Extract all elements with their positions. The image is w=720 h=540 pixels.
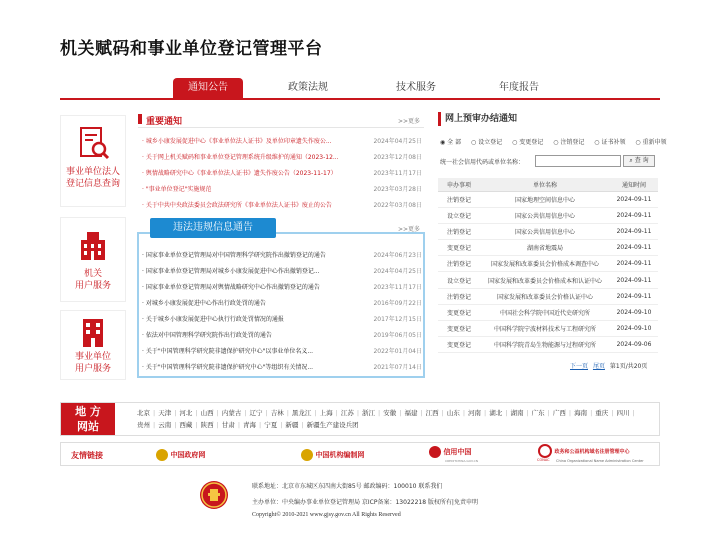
region-separator: | [335,409,338,417]
violation-row[interactable] [142,330,422,340]
notices-title: 重要通知 [146,117,183,127]
notice-date: 2023年12月08日 [373,154,422,161]
radio-cancel-label: 注销登记 [560,139,585,146]
national-emblem-icon [156,449,168,461]
side-card-query-label-1: 事业单位法人 [65,167,120,177]
cell-date: 2024-09-11 [610,240,658,256]
region-link[interactable]: 宁夏 [264,421,278,429]
region-link[interactable]: 广东 [531,409,545,417]
table-row[interactable] [438,256,658,272]
cell-unit[interactable]: 中国社会科学院中国近代史研究所 [480,304,610,320]
local-sites-title-line1: 地 方 [75,405,101,418]
search-icon: ⌕ [629,157,633,164]
table-row[interactable] [438,240,658,256]
local-sites-bar [60,402,660,436]
link-credit-china-label: 信用中国 [443,448,472,456]
region-separator: | [280,421,283,429]
radio-establish-label: 设立登记 [478,139,503,146]
column-header: 通知时间 [610,178,658,191]
cell-date: 2024-09-11 [610,207,658,223]
region-link[interactable]: 湖北 [489,409,503,417]
notice-date: 2023年11月17日 [373,170,422,177]
link-conac-sub: China Organizational Name Administration Center [556,459,644,463]
conac-label: CONAC [537,458,550,462]
notice-date: 2022年03月08日 [373,202,422,209]
conac-logo-icon [538,444,552,458]
region-separator: | [590,409,593,417]
region-separator: | [378,409,381,417]
region-link[interactable]: 山西 [200,409,214,417]
region-link[interactable]: 贵州 [137,421,150,429]
notice-row[interactable] [142,168,422,178]
region-separator: | [286,409,289,417]
region-separator: | [259,421,262,429]
region-link[interactable]: 山东 [446,409,460,417]
tab-annual-report[interactable]: 年度报告 [499,82,539,93]
side-card-query-label-2: 登记信息查询 [65,179,120,189]
violation-date: 2017年12月15日 [373,316,422,323]
last-page-link[interactable]: 尾页 [592,363,605,370]
violation-title[interactable]: · 关于"中国管理科学研究院非遗保护研究中心"等组织有关情况... [142,364,314,371]
site-title: 机关赋码和事业单位登记管理平台 [60,39,323,59]
violation-row[interactable] [142,298,422,308]
table-row[interactable] [438,337,658,353]
cell-unit[interactable]: 国家发展和改革委员会价格成本和认证中心 [480,272,610,288]
region-link[interactable]: 重庆 [595,409,609,417]
table-row[interactable] [438,207,658,223]
link-gov-cn[interactable] [156,448,205,462]
cell-date: 2024-09-11 [610,223,658,239]
footer-sponsor: 主办单位：中央编办事业单位登记管理局 京ICP备案：13022218 版权所有|免责申明 [252,499,478,506]
table-row[interactable] [438,272,658,288]
region-separator: | [195,409,198,417]
notices-more-link[interactable]: >>更多 [398,118,421,125]
radio-reapply[interactable]: ○ 重新申领 [635,139,667,146]
friend-links-title: 友情链接 [71,451,103,460]
notice-date: 2024年04月25日 [373,138,422,145]
violation-date: 2023年11月17日 [373,284,422,291]
link-conac-label: 政务和公益机构域名注册管理中心 [554,449,630,455]
link-gov-cn-label: 中国政府网 [170,451,206,459]
cell-date: 2024-09-11 [610,288,658,304]
violation-title[interactable]: · 国家事业单位登记管理局对舆情战略研究中心作出撤销登记的通告 [142,284,320,291]
region-link[interactable]: 江苏 [340,409,354,417]
region-link[interactable]: 吉林 [270,409,284,417]
region-separator: | [314,409,317,417]
side-card-query[interactable] [60,115,126,207]
violations-more-link[interactable]: >>更多 [398,226,421,233]
tab-tech-service[interactable]: 技术服务 [396,82,436,93]
region-link[interactable]: 新疆 [285,421,299,429]
region-separator: | [399,409,402,417]
region-separator: | [632,409,635,417]
page-status: 第1页/共20页 [609,363,648,370]
side-card-institution[interactable] [60,310,126,380]
violation-title[interactable]: · 国家事业单位登记管理局对城乡小康发展促进中心作出撤销登记... [142,268,320,275]
region-separator: | [237,421,241,429]
notice-title[interactable]: · "事业单位登记"实施规范 [142,186,212,193]
region-link[interactable]: 天津 [158,409,172,417]
radio-all[interactable]: ◉ 全 部 [440,139,462,146]
cell-unit[interactable]: 国家发展和改革委员会价格认证中心 [480,288,610,304]
violation-date: 2019年06月05日 [373,332,422,339]
radio-change-label: 变更登记 [519,139,544,146]
cell-type: 注销登记 [438,288,480,304]
cell-unit[interactable]: 国家公共信用信息中心 [480,223,610,239]
table-row[interactable] [438,321,658,337]
notice-row[interactable] [142,184,422,194]
violation-title[interactable]: · 关于城乡小康发展促进中心执行行政处罚情况的通报 [142,316,284,323]
cell-date: 2024-09-06 [610,337,658,353]
violation-row[interactable] [142,362,422,372]
link-credit-china-sub: CREDITCHINA.GOV.CN [445,459,478,463]
region-separator: | [153,421,156,429]
region-separator: | [244,409,247,417]
region-separator: | [356,409,360,417]
notices-marker [138,114,142,124]
violation-title[interactable]: · 国家事业单位登记管理局对中国管理科学研究院作出撤销登记的通告 [142,252,326,259]
search-button[interactable] [623,155,655,167]
notice-row[interactable] [142,152,422,162]
site-emblem-icon [200,481,228,509]
cell-type: 注销登记 [438,256,480,272]
national-emblem-icon [301,449,313,461]
friend-links-bar [60,442,660,466]
cell-type: 变更登记 [438,304,480,320]
region-separator: | [441,409,444,417]
table-row[interactable] [438,304,658,320]
cell-type: 变更登记 [438,240,480,256]
cell-unit[interactable]: 中国科学院宁波材料技术与工程研究所 [480,321,610,337]
column-header: 申办事项 [438,178,480,191]
region-link[interactable]: 湖南 [510,409,524,417]
notice-date: 2023年03月28日 [373,186,422,193]
notice-row[interactable] [142,200,422,210]
region-link[interactable]: 新疆生产建设兵团 [306,421,359,429]
region-separator: | [216,421,219,429]
cell-unit[interactable]: 国家公共信用信息中心 [480,207,610,223]
side-card-organ-label-1: 机关 [83,269,102,279]
violation-title[interactable]: · 依法对中国管理科学研究院作出行政处罚的通告 [142,332,272,339]
violation-date: 2016年09月22日 [373,300,422,307]
side-card-organ-label-2: 用户服务 [74,281,111,291]
region-link[interactable]: 云南 [158,421,172,429]
violation-row[interactable] [142,346,422,356]
link-org-staffing-label: 中国机构编制网 [315,451,365,459]
notices-divider [138,127,424,128]
search-button-label: 查 询 [634,157,649,164]
footer-copyright: Copyright© 2010-2021 www.gjsy.gov.cn All Rights Reserved [252,512,401,518]
region-link[interactable]: 内蒙古 [221,409,242,417]
cell-date: 2024-09-11 [610,191,658,207]
violation-row[interactable] [142,314,422,324]
cell-date: 2024-09-10 [610,304,658,320]
region-link[interactable]: 辽宁 [249,409,263,417]
violations-title: 违法违规信息通告 [150,218,276,238]
local-sites-title [61,403,115,435]
violation-date: 2021年07月14日 [373,364,422,371]
pagination [570,361,647,370]
cell-type: 设立登记 [438,272,480,288]
region-link[interactable]: 甘肃 [221,421,235,429]
region-link[interactable]: 安徽 [383,409,397,417]
cell-type: 变更登记 [438,337,480,353]
document-search-icon [73,124,113,164]
violation-date: 2024年04月25日 [373,268,422,275]
cell-unit[interactable]: 国家发展和改革委员会价格成本调查中心 [480,256,610,272]
institution-building-icon [73,315,113,349]
region-link[interactable]: 浙江 [362,409,376,417]
cell-type: 设立登记 [438,207,480,223]
credit-china-logo-icon [429,446,441,458]
region-link[interactable]: 四川 [616,409,630,417]
region-separator: | [174,409,177,417]
violation-date: 2022年01月04日 [373,348,422,355]
region-list [137,407,652,431]
region-separator: | [216,409,219,417]
radio-establish[interactable]: ○ 设立登记 [471,139,503,146]
cell-unit[interactable]: 中国科学院青岛生物能源与过程研究所 [480,337,610,353]
radio-change[interactable]: ○ 变更登记 [512,139,544,146]
region-separator: | [174,421,177,429]
region-link[interactable]: 陕西 [200,421,214,429]
footer-address: 联系地址：北京市东城区东四南大街85号 邮政编码：100010 联系我们 [252,483,443,490]
notice-title[interactable]: · 关于中共中央政法委员会政法研究所《事业单位法人证书》废止的公告 [142,202,332,209]
radio-all-label: 全 部 [447,139,462,146]
region-link[interactable]: 广西 [552,409,566,417]
violation-title[interactable]: · 对城乡小康发展促进中心作出行政处罚的通告 [142,300,266,307]
region-link[interactable]: 西藏 [179,421,193,429]
side-card-organ[interactable] [60,217,126,302]
column-header: 单位名称 [480,178,610,191]
radio-cancel[interactable]: ○ 注销登记 [553,139,585,146]
cell-unit[interactable]: 湖南省地震局 [480,240,610,256]
next-page-link[interactable]: 下一页 [570,363,589,370]
region-link[interactable]: 江西 [425,409,439,417]
region-separator: | [153,409,156,417]
search-input[interactable] [535,155,621,167]
cell-type: 变更登记 [438,321,480,337]
link-credit-china[interactable] [429,445,478,463]
region-separator: | [420,409,423,417]
cell-date: 2024-09-11 [610,256,658,272]
radio-reissue-label: 证书补领 [601,139,626,146]
side-card-institution-label-1: 事业单位 [74,352,111,362]
region-link[interactable]: 河南 [468,409,482,417]
region-separator: | [195,421,198,429]
region-link[interactable]: 北京 [137,409,150,417]
region-separator: | [505,409,508,417]
region-separator: | [462,409,466,417]
local-sites-title-line2: 网站 [77,420,99,433]
radio-reissue[interactable]: ○ 证书补领 [594,139,626,146]
registration-table [438,178,658,353]
notice-title[interactable]: · 关于网上机关赋码和事业单位登记管理系统升级维护的通知（2023-12... [142,154,339,161]
notice-title[interactable]: · 城乡小康发展促进中心《事业单位法人证书》及单位印章遗失作废公... [142,138,332,145]
violation-date: 2024年06月23日 [373,252,422,259]
main-nav [60,78,660,100]
cell-unit[interactable]: 国家地理空间信息中心 [480,191,610,207]
region-link[interactable]: 上海 [319,409,333,417]
region-link[interactable]: 海南 [574,409,588,417]
violation-row[interactable] [142,266,422,276]
cell-type: 注销登记 [438,223,480,239]
region-separator: | [568,409,572,417]
region-separator: | [611,409,614,417]
region-link[interactable]: 福建 [404,409,418,417]
cell-date: 2024-09-11 [610,272,658,288]
registration-type-radios [440,137,667,147]
online-notice-title: 网上预审办结通知 [438,112,658,126]
region-link[interactable]: 青海 [243,421,257,429]
violation-title[interactable]: · 关于"中国管理科学研究院非遗保护研究中心"以事业单位名义... [142,348,314,355]
table-row[interactable] [438,288,658,304]
table-row[interactable] [438,191,658,207]
tab-notices[interactable]: 通知公告 [173,78,243,98]
radio-reapply-label: 重新申领 [642,139,667,146]
government-building-icon [73,226,113,266]
region-link[interactable]: 黑龙江 [291,409,312,417]
notice-title[interactable]: · 舆情战略研究中心《事业单位法人证书》遗失作废公告（2023-11-17） [142,170,337,177]
cell-date: 2024-09-10 [610,321,658,337]
table-row[interactable] [438,223,658,239]
notice-row[interactable] [142,136,422,146]
region-link[interactable]: 河北 [179,409,193,417]
search-label: 统一社会信用代码或单位名称： [440,159,525,166]
region-separator: | [547,409,550,417]
tab-policies[interactable]: 政策法规 [288,82,328,93]
cell-type: 注销登记 [438,191,480,207]
violation-row[interactable] [142,282,422,292]
violation-row[interactable] [142,250,422,260]
side-card-institution-label-2: 用户服务 [74,364,111,374]
region-separator: | [265,409,268,417]
region-separator: | [301,421,304,429]
link-org-staffing[interactable] [301,448,364,462]
region-separator: | [484,409,487,417]
region-separator: | [526,409,529,417]
